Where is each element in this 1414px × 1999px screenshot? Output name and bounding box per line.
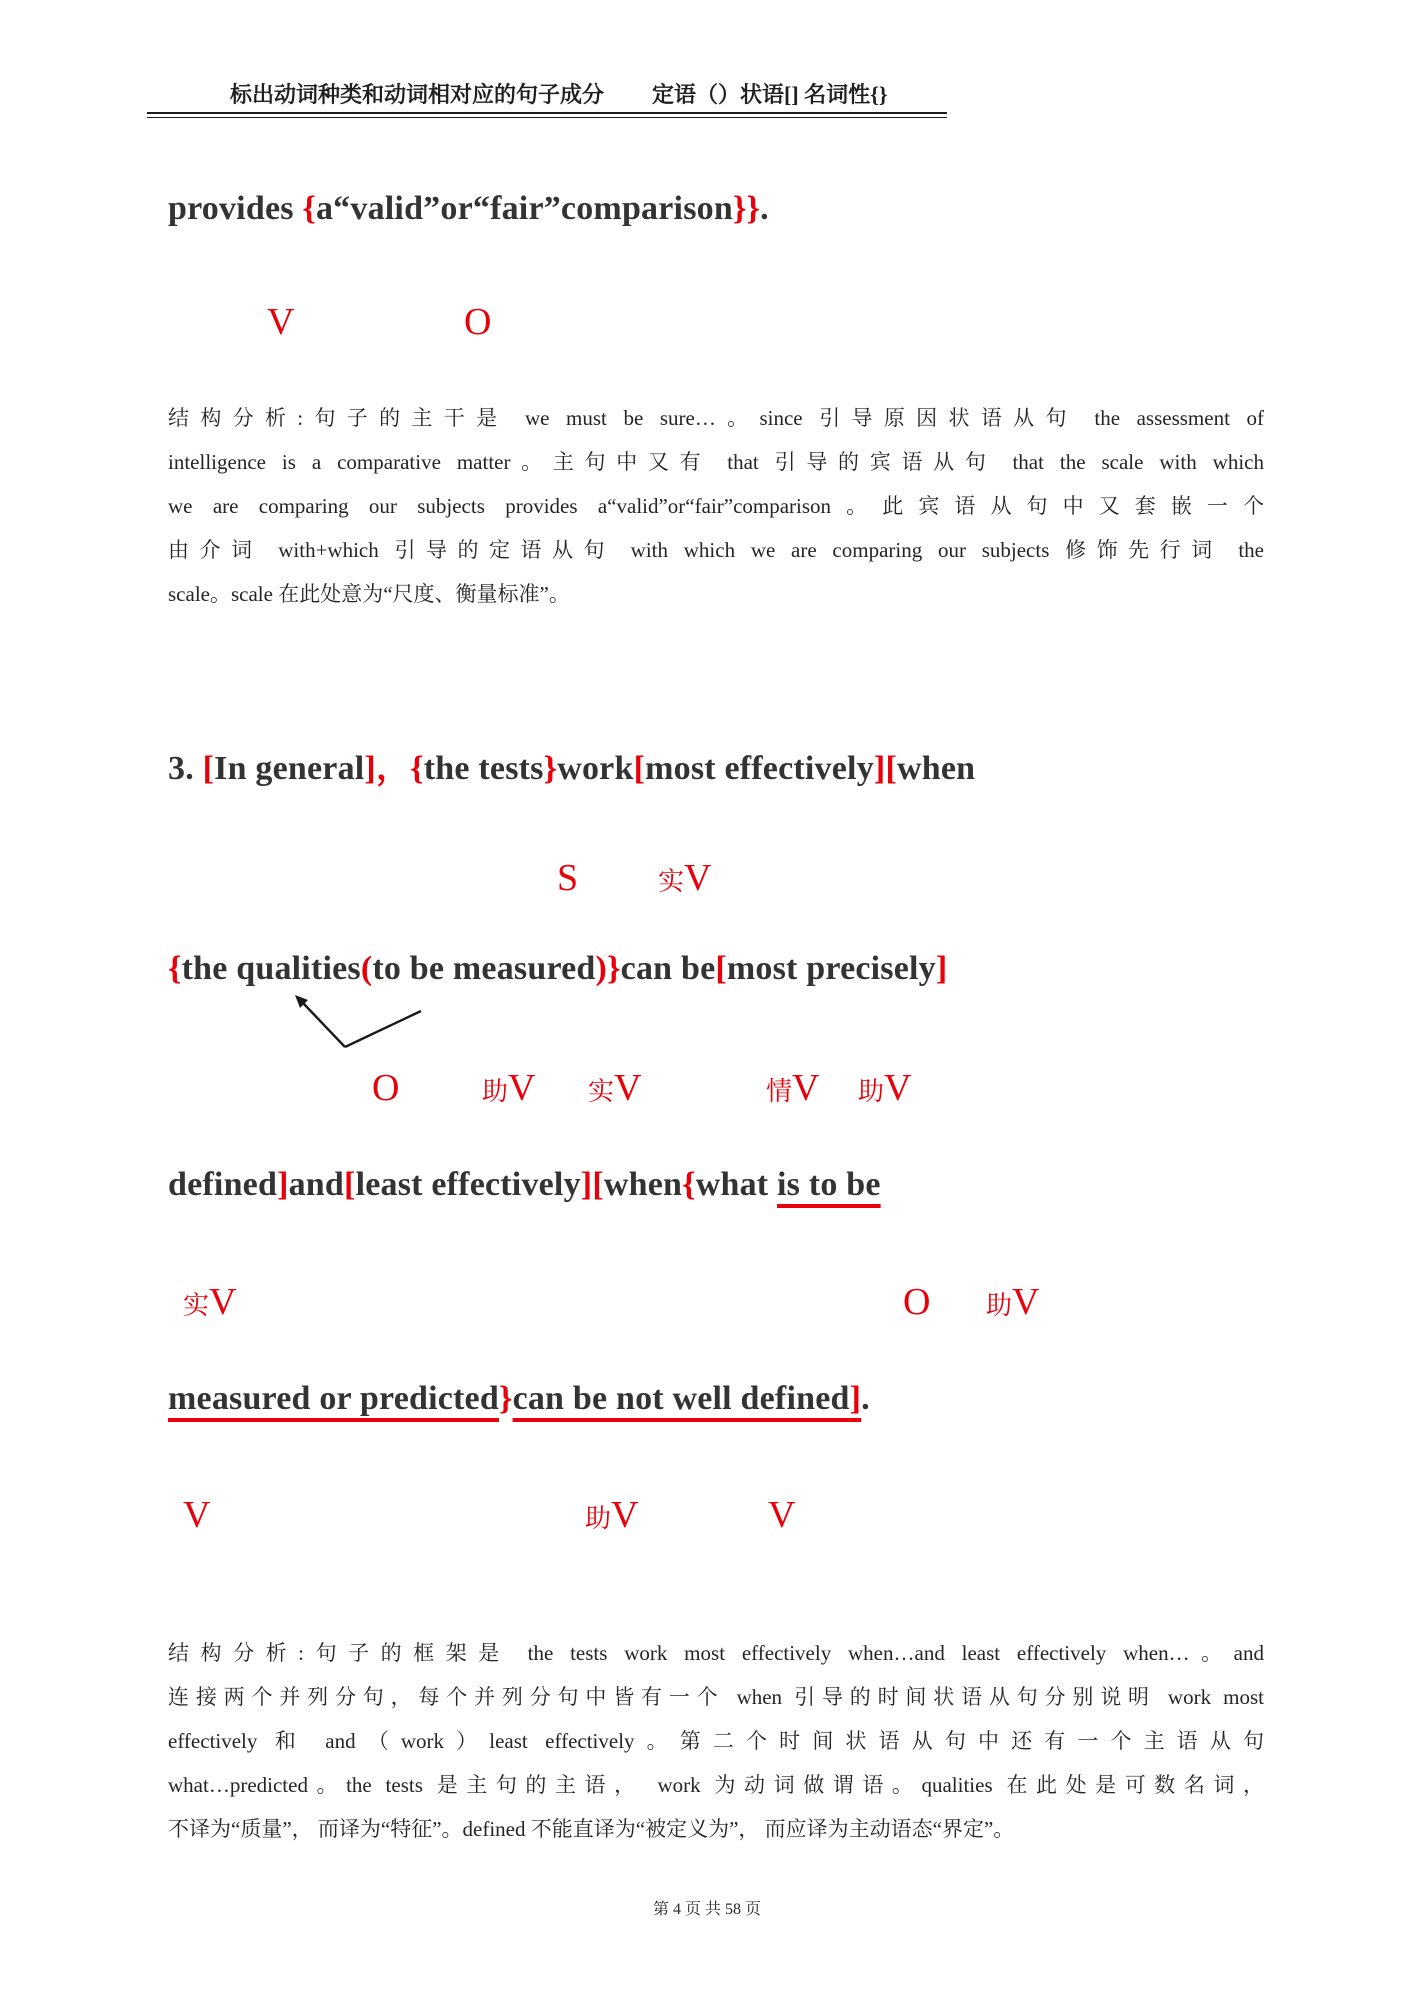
sentence-segment: the qualities xyxy=(181,950,361,987)
sentence3-line1 xyxy=(168,740,975,789)
analysis-line: scale。scale 在此处意为“尺度、衡量标准”。 xyxy=(168,582,570,606)
sentence-segment: and xyxy=(288,1166,345,1203)
sentence-segment: what xyxy=(695,1166,778,1203)
sentence3-labels-row1 xyxy=(0,852,1414,910)
sentence-segment: most precisely xyxy=(726,950,936,987)
sentence-segment: } xyxy=(498,1380,513,1417)
sentence-segment: most effectively xyxy=(645,750,874,787)
sentence-segment: [ xyxy=(885,750,897,787)
grammar-label: 实V xyxy=(588,1067,642,1109)
sentence2-grammar-labels xyxy=(0,296,1414,354)
sentence-segment: 3. xyxy=(168,750,203,787)
grammar-label: 助V xyxy=(986,1281,1040,1323)
sentence-segment: when xyxy=(603,1166,683,1203)
sentence-segment: ]， xyxy=(364,750,411,787)
sentence-segment: In general xyxy=(214,750,365,787)
sentence-segment: . xyxy=(760,190,769,227)
grammar-label: S xyxy=(557,857,579,899)
sentence-segment: ( xyxy=(360,950,373,987)
sentence-segment: can be xyxy=(620,950,716,987)
analysis-line: 不译为“质量”， 而译为“特征”。defined 不能直译为“被定义为”， 而应译为主动语态“界定”。 xyxy=(168,1817,1015,1841)
grammar-label: V xyxy=(183,1494,211,1536)
sentence-segment: } xyxy=(543,750,558,787)
analysis-line: intelligence is a comparative matter。主句中又有 that 引导的宾语从句 that the scale with which xyxy=(168,450,1264,474)
sentence-segment: ) xyxy=(595,950,608,987)
sentence3-line3 xyxy=(168,1166,881,1204)
analysis-line: 结构分析:句子的主干是 we must be sure…。since 引导原因状语从句 the assessment of xyxy=(168,406,1264,430)
analysis-line: effectively 和 and（work）least effectively。第二个时间状语从句中还有一个主语从句 xyxy=(168,1729,1264,1753)
sentence-segment: }} xyxy=(732,190,761,227)
header-legend: 定语（）状语[] 名词性{} xyxy=(652,82,888,107)
sentence-segment: [ xyxy=(592,1166,604,1203)
sentence-segment: the tests xyxy=(423,750,544,787)
sentence-segment: least effectively xyxy=(355,1166,581,1203)
header-rule-divider xyxy=(147,112,947,118)
sentence-segment: [ xyxy=(715,950,727,987)
sentence-segment: { xyxy=(682,1166,696,1203)
sentence-segment: can be not well defined xyxy=(512,1380,850,1417)
sentence3-labels-row2 xyxy=(0,1062,1414,1120)
grammar-label: 助V xyxy=(858,1067,912,1109)
sentence-segment: to be measured xyxy=(372,950,596,987)
sentence3-analysis-paragraph xyxy=(168,1631,1264,1851)
sentence3-labels-row3 xyxy=(0,1276,1414,1334)
sentence3-line4 xyxy=(168,1380,870,1418)
sentence-segment: { xyxy=(410,750,424,787)
grammar-label: V xyxy=(768,1494,796,1536)
sentence3-line2 xyxy=(168,950,947,988)
header-left-title: 标出动词种类和动词相对应的句子成分 xyxy=(230,82,605,107)
sentence-segment: [ xyxy=(202,750,215,787)
analysis-line: 结构分析:句子的框架是 the tests work most effectively when…and least effectively when…。and xyxy=(168,1641,1264,1665)
sentence-segment: { xyxy=(168,950,182,987)
sentence-segment: is to be xyxy=(777,1166,881,1203)
analysis-line: what…predicted。the tests 是主句的主语， work 为动词做谓语。qualities 在此处是可数名词， xyxy=(168,1773,1264,1797)
grammar-label: V xyxy=(267,301,295,343)
grammar-label: 助V xyxy=(585,1494,639,1536)
sentence-segment: ] xyxy=(849,1380,862,1417)
grammar-label: O xyxy=(464,301,492,343)
analysis-line: 连接两个并列分句，每个并列分句中皆有一个 when 引导的时间状语从句分别说明 work most xyxy=(168,1685,1264,1709)
sentence-segment: ] xyxy=(580,1166,593,1203)
sentence2-tail-line xyxy=(168,190,769,228)
sentence-segment: [ xyxy=(633,750,646,787)
grammar-label: 情V xyxy=(766,1067,820,1109)
grammar-label: 实V xyxy=(658,857,712,899)
grammar-label: 助V xyxy=(482,1067,536,1109)
grammar-label: O xyxy=(903,1281,931,1323)
analysis-line: we are comparing our subjects provides a“valid”or“fair”comparison。此宾语从句中又套嵌一个 xyxy=(168,494,1264,518)
sentence-segment: } xyxy=(607,950,621,987)
sentence-segment: provides xyxy=(168,190,303,227)
sentence-segment: a“valid”or“fair”comparison xyxy=(315,190,733,227)
sentence-segment: ] xyxy=(277,1166,289,1203)
sentence-segment: ] xyxy=(935,950,948,987)
page-number-footer: 第 4 页 共 58 页 xyxy=(652,1901,761,1918)
sentence-segment: work xyxy=(557,750,634,787)
sentence3-labels-row4 xyxy=(0,1489,1414,1547)
grammar-label: O xyxy=(372,1067,400,1109)
sentence-segment: . xyxy=(861,1380,870,1417)
sentence-segment: { xyxy=(302,190,316,227)
sentence-segment: defined xyxy=(168,1166,278,1203)
sentence2-analysis-paragraph xyxy=(168,396,1264,616)
sentence-segment: ] xyxy=(873,750,886,787)
grammar-label: 实V xyxy=(183,1281,237,1323)
annotation-arrow xyxy=(281,993,431,1055)
sentence-segment: when xyxy=(896,750,976,787)
sentence-segment: [ xyxy=(344,1166,356,1203)
analysis-line: 由介词 with+which 引导的定语从句 with which we are comparing our subjects 修饰先行词 the xyxy=(168,538,1264,562)
sentence-segment: measured or predicted xyxy=(168,1380,499,1417)
